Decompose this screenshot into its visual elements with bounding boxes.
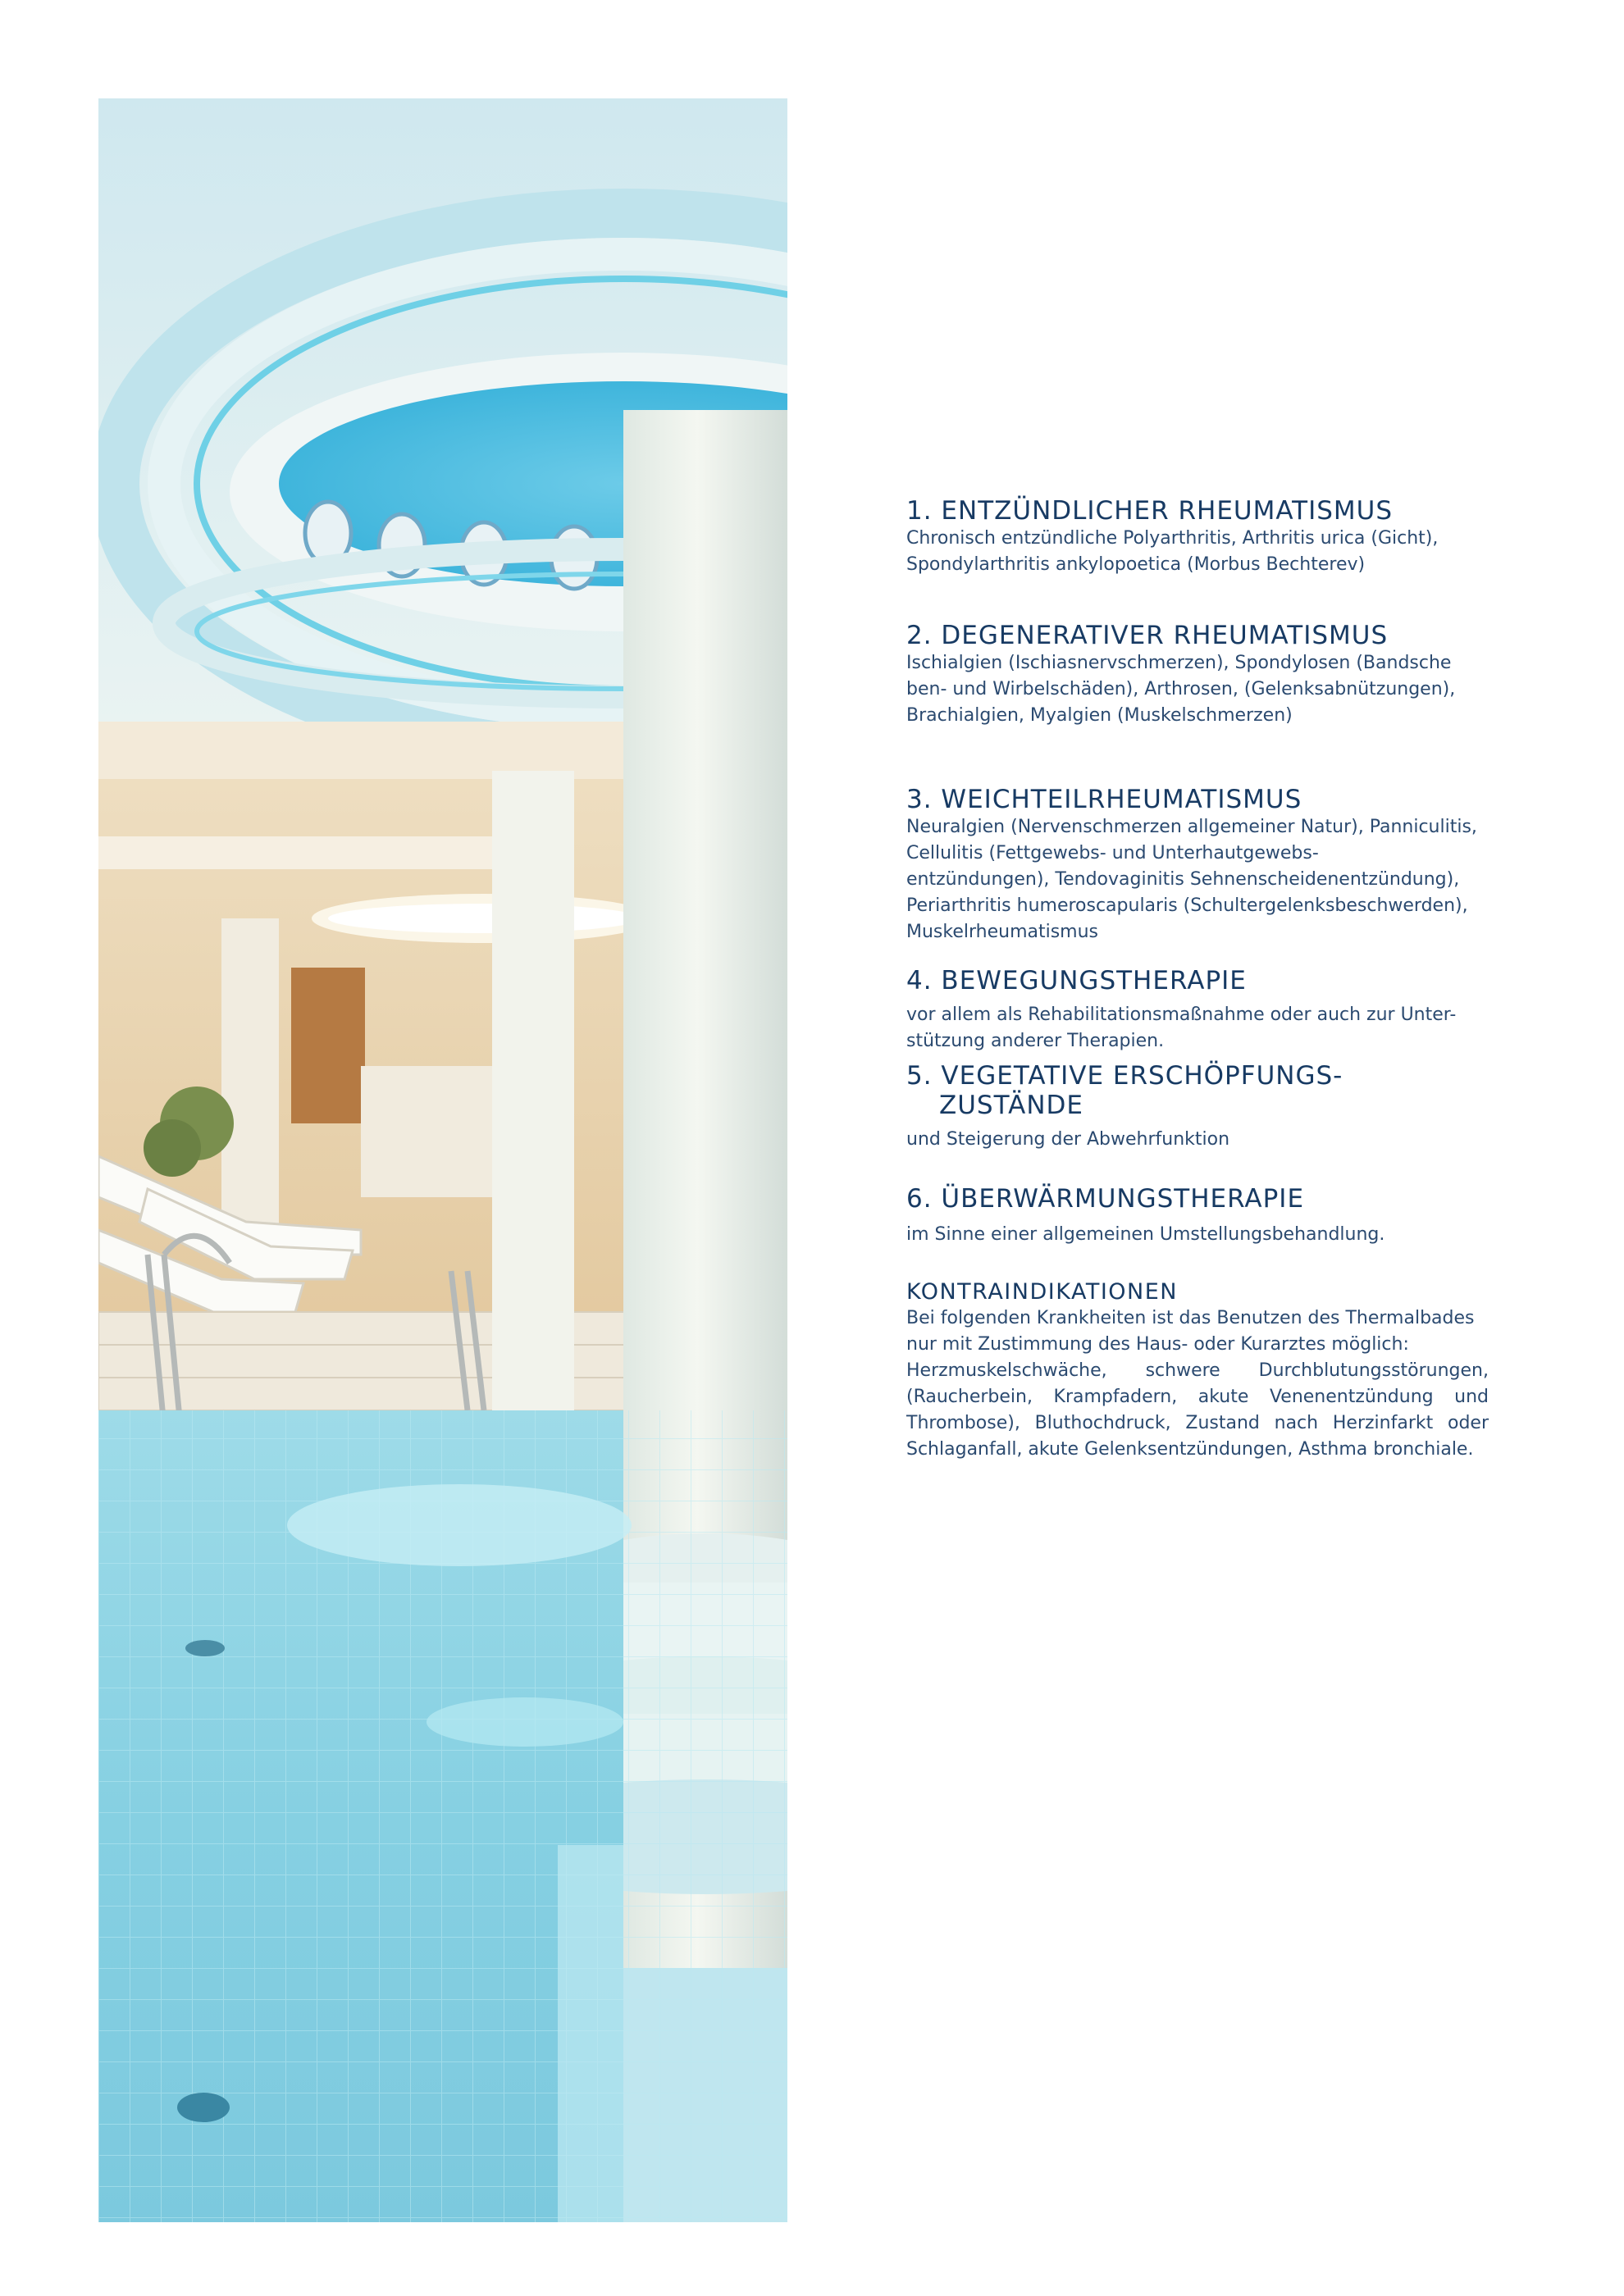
body-line: Muskelrheumatismus	[906, 922, 1099, 942]
section-body	[906, 526, 1489, 578]
section-body-intro	[906, 1305, 1489, 1358]
body-line: Ischialgien (Ischiasnervschmerzen), Spondylosen (Bandsche	[906, 653, 1452, 673]
section-heading: 3. WEICHTEILRHEUMATISMUS	[906, 785, 1302, 814]
body-line: Bei folgenden Krankheiten ist das Benutzen des Thermalbades	[906, 1308, 1475, 1328]
body-line: stützung anderer Therapien.	[906, 1031, 1165, 1051]
body-line: im Sinne einer allgemeinen Umstellungsbehandlung.	[906, 1224, 1385, 1245]
body-line: vor allem als Rehabilitationsmaßnahme oder auch zur Unter-	[906, 1004, 1457, 1025]
body-line: Herzmuskelschwäche, schwere Durchblutungsstörungen,	[906, 1360, 1489, 1381]
section-heading: 6. ÜBERWÄRMUNGSTHERAPIE	[906, 1184, 1305, 1214]
body-line: Cellulitis (Fettgewebs- und Unterhautgewebs-	[906, 843, 1319, 863]
body-line: Periarthritis humeroscapularis (Schultergelenksbeschwerden),	[906, 895, 1468, 916]
body-line: Neuralgien (Nervenschmerzen allgemeiner Natur), Panniculitis,	[906, 817, 1477, 837]
body-line: und Steigerung der Abwehrfunktion	[906, 1129, 1230, 1150]
body-line: ben- und Wirbelschäden), Arthrosen, (Gelenksabnützungen),	[906, 679, 1456, 699]
section-heading: KONTRAINDIKATIONEN	[906, 1279, 1178, 1305]
body-line: (Raucherbein, Krampfadern, akute Venenentzündung und	[906, 1387, 1489, 1407]
section-heading: 2. DEGENERATIVER RHEUMATISMUS	[906, 621, 1389, 650]
section-body	[906, 1127, 1489, 1153]
body-line: Brachialgien, Myalgien (Muskelschmerzen)	[906, 705, 1293, 726]
section-heading: 4. BEWEGUNGSTHERAPIE	[906, 966, 1247, 995]
body-line: entzündungen), Tendovaginitis Sehnenscheidenentzündung),	[906, 869, 1460, 890]
body-line: Schlaganfall, akute Gelenksentzündungen, Asthma bronchiale.	[906, 1439, 1474, 1460]
section-vegetative-erschoepfungszustaende	[906, 1061, 1489, 1153]
section-body	[906, 1222, 1489, 1248]
section-heading: 5. VEGETATIVE ERSCHÖPFUNGS-	[906, 1061, 1343, 1091]
body-line: Spondylarthritis ankylopoetica (Morbus Bechterev)	[906, 554, 1366, 575]
thermal-pool-photo	[98, 98, 787, 2222]
section-entzuendlicher-rheumatismus	[906, 496, 1489, 578]
pool-illustration	[98, 98, 787, 2222]
body-line: nur mit Zustimmung des Haus- oder Kurarztes möglich:	[906, 1334, 1409, 1355]
section-degenerativer-rheumatismus	[906, 621, 1489, 729]
section-body	[906, 1002, 1489, 1055]
section-heading-continuation: ZUSTÄNDE	[939, 1091, 1083, 1120]
body-line: Thrombose), Bluthochdruck, Zustand nach Herzinfarkt oder	[906, 1413, 1489, 1433]
section-kontraindikationen	[906, 1279, 1489, 1463]
section-body	[906, 814, 1489, 945]
section-ueberwaermungstherapie	[906, 1184, 1489, 1248]
section-body	[906, 1358, 1489, 1463]
section-body	[906, 650, 1489, 729]
section-bewegungstherapie	[906, 966, 1489, 1055]
section-weichteilrheumatismus	[906, 785, 1489, 945]
section-heading: 1. ENTZÜNDLICHER RHEUMATISMUS	[906, 496, 1394, 526]
body-line: Chronisch entzündliche Polyarthritis, Arthritis urica (Gicht),	[906, 528, 1439, 549]
